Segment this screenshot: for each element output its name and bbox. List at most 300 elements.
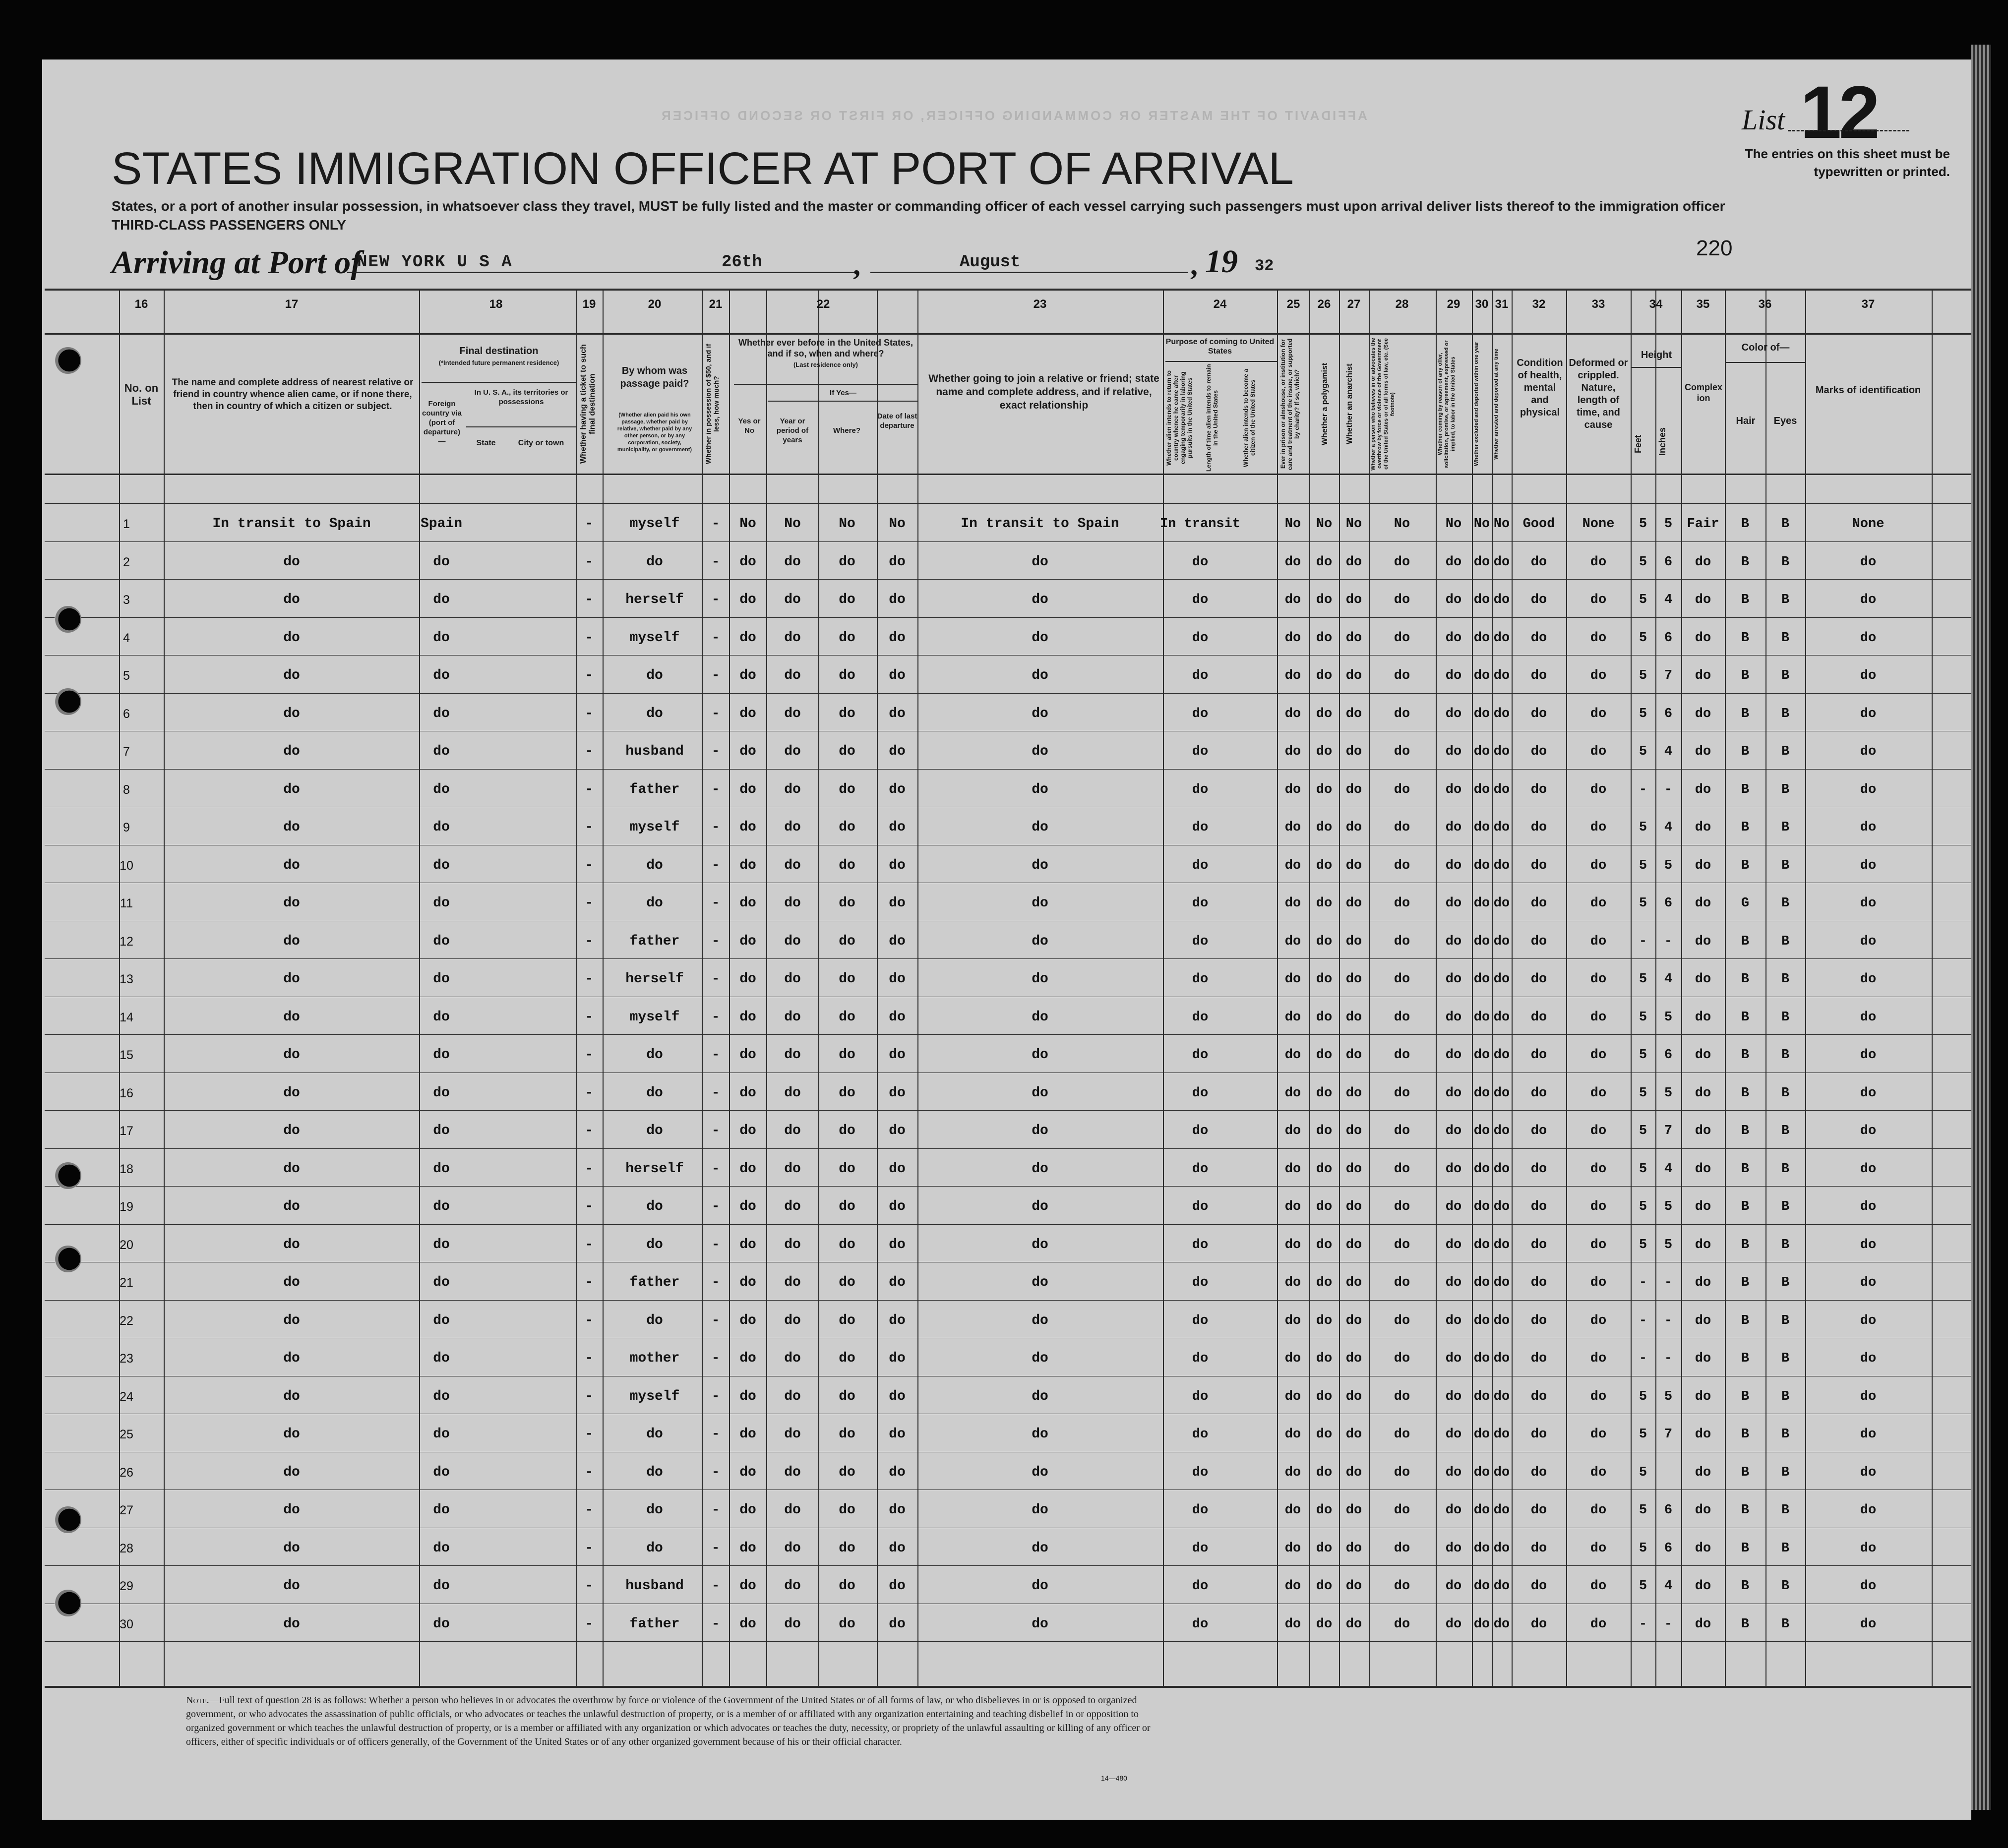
col26-header: Whether a polygamist: [1321, 362, 1329, 446]
table-cell: do: [739, 1389, 756, 1404]
table-cell: do: [1345, 631, 1362, 646]
table-cell: do: [1695, 1313, 1711, 1328]
binding-hole: [55, 688, 81, 715]
table-cell: do: [1590, 1162, 1607, 1177]
table-cell: do: [1316, 1086, 1333, 1101]
arrival-year-value: 32: [1255, 257, 1274, 275]
table-cell: 5: [1639, 896, 1647, 911]
table-cell: do: [1032, 1237, 1048, 1252]
table-cell: do: [1590, 1389, 1607, 1404]
table-cell: do: [283, 1389, 300, 1404]
table-cell: do: [784, 630, 801, 646]
col27-header: Whether an anarchist: [1345, 363, 1354, 445]
table-cell: B: [1741, 1275, 1750, 1290]
table-cell: do: [1493, 593, 1510, 607]
table-cell: do: [433, 1199, 450, 1214]
table-cell: do: [433, 1123, 450, 1138]
row-number: 20: [120, 1238, 133, 1252]
table-cell: do: [1590, 1503, 1607, 1518]
table-cell: do: [1316, 1465, 1333, 1480]
table-cell: do: [1860, 782, 1877, 797]
table-cell: do: [1473, 631, 1490, 646]
table-cell: do: [1316, 1238, 1333, 1252]
table-cell: do: [1530, 1465, 1547, 1480]
column-number: 30: [1475, 298, 1489, 311]
table-cell: -: [1639, 934, 1647, 949]
row-number: 22: [120, 1314, 133, 1328]
table-cell: do: [1695, 1465, 1711, 1480]
table-cell: do: [839, 1427, 855, 1442]
row-number: 16: [120, 1086, 133, 1100]
column-number: 31: [1495, 298, 1509, 311]
table-cell: do: [784, 782, 801, 797]
table-cell: do: [1860, 1427, 1877, 1442]
table-cell: do: [1473, 1541, 1490, 1556]
col34-inches-header: Inches: [1657, 427, 1667, 456]
table-cell: do: [646, 554, 663, 570]
table-cell: -: [711, 592, 720, 607]
table-cell: do: [433, 1578, 450, 1594]
table-cell: do: [739, 895, 756, 911]
table-cell: do: [1394, 858, 1410, 873]
table-cell: do: [1316, 1351, 1333, 1366]
table-cell: do: [1473, 1389, 1490, 1404]
table-cell: B: [1741, 1503, 1750, 1518]
table-cell: do: [1493, 707, 1510, 721]
table-cell: do: [1473, 1086, 1490, 1101]
table-cell: B: [1781, 1503, 1790, 1518]
table-cell: do: [739, 1123, 756, 1138]
row-number: 5: [123, 669, 130, 683]
footnote-lead: Note.: [186, 1695, 209, 1706]
column-number: 34: [1649, 298, 1663, 311]
table-cell: B: [1741, 555, 1750, 570]
table-cell: No: [1316, 517, 1333, 532]
table-cell: -: [585, 1541, 594, 1556]
table-cell: do: [1032, 1161, 1048, 1177]
table-cell: -: [585, 706, 594, 721]
table-cell: -: [585, 1199, 594, 1214]
table-cell: do: [1394, 744, 1410, 759]
table-cell: do: [1860, 1010, 1877, 1025]
table-cell: do: [1192, 555, 1209, 570]
table-cell: -: [1639, 1617, 1647, 1632]
table-cell: do: [1530, 896, 1547, 911]
table-cell: do: [1316, 1541, 1333, 1556]
table-cell: do: [1493, 1048, 1510, 1063]
table-cell: do: [283, 1616, 300, 1632]
table-cell: do: [1473, 858, 1490, 873]
table-cell: B: [1741, 1199, 1750, 1214]
table-cell: do: [1345, 1579, 1362, 1594]
table-cell: father: [629, 1616, 680, 1632]
table-cell: do: [1345, 1275, 1362, 1290]
column-rule: [1566, 289, 1567, 1686]
ruled-line: [45, 1110, 1971, 1111]
table-cell: do: [1316, 1313, 1333, 1328]
column-number: 17: [285, 298, 299, 311]
table-cell: -: [1664, 1313, 1673, 1328]
table-cell: do: [1860, 668, 1877, 683]
table-cell: No: [1345, 517, 1362, 532]
table-cell: do: [1860, 1503, 1877, 1518]
table-cell: do: [1473, 1617, 1490, 1632]
col36-hair-header: Hair: [1736, 416, 1756, 426]
table-cell: do: [1394, 707, 1410, 721]
table-cell: do: [1192, 1048, 1209, 1063]
col18-city-header: City or town: [518, 439, 564, 447]
table-cell: do: [1345, 707, 1362, 721]
table-cell: 7: [1664, 668, 1673, 683]
table-cell: do: [1530, 934, 1547, 949]
table-cell: do: [1695, 744, 1711, 759]
table-cell: do: [1032, 1199, 1048, 1214]
row-number: 9: [123, 821, 130, 835]
table-cell: do: [1394, 1351, 1410, 1366]
table-cell: do: [1192, 1579, 1209, 1594]
table-cell: do: [646, 1085, 663, 1101]
table-cell: do: [839, 592, 855, 607]
table-cell: do: [1316, 934, 1333, 949]
table-cell: None: [1582, 517, 1615, 532]
table-cell: do: [1032, 592, 1048, 607]
table-cell: do: [283, 1123, 300, 1138]
table-cell: B: [1781, 934, 1790, 949]
table-cell: do: [433, 858, 450, 873]
table-cell: do: [889, 1389, 906, 1404]
table-cell: do: [1316, 1427, 1333, 1442]
table-cell: do: [1316, 593, 1333, 607]
table-cell: do: [1032, 1502, 1048, 1518]
table-cell: do: [1316, 972, 1333, 987]
column-rule: [576, 289, 577, 1686]
col36-eyes-header: Eyes: [1773, 416, 1797, 426]
table-cell: do: [839, 1237, 855, 1252]
table-cell: do: [839, 782, 855, 797]
table-cell: do: [1032, 858, 1048, 873]
table-cell: do: [1316, 1275, 1333, 1290]
table-cell: do: [1284, 1313, 1301, 1328]
table-cell: do: [1345, 1086, 1362, 1101]
table-cell: 4: [1664, 972, 1673, 987]
row-number: 3: [123, 593, 130, 607]
table-cell: 5: [1639, 1048, 1647, 1063]
table-cell: do: [1345, 1238, 1362, 1252]
table-cell: do: [283, 592, 300, 607]
table-cell: -: [1664, 934, 1673, 949]
table-cell: No: [1284, 517, 1301, 532]
table-cell: do: [1445, 1313, 1462, 1328]
table-cell: 6: [1664, 1503, 1673, 1518]
table-cell: do: [889, 1541, 906, 1556]
table-cell: do: [1032, 554, 1048, 570]
table-cell: do: [889, 1427, 906, 1442]
table-cell: B: [1741, 1313, 1750, 1328]
table-cell: do: [1394, 1275, 1410, 1290]
table-cell: do: [1316, 896, 1333, 911]
table-cell: do: [646, 1427, 663, 1442]
table-cell: do: [1394, 1579, 1410, 1594]
row-number: 26: [120, 1466, 133, 1480]
table-cell: do: [784, 1199, 801, 1214]
table-cell: 6: [1664, 896, 1673, 911]
table-cell: do: [739, 1578, 756, 1594]
table-cell: do: [1345, 1351, 1362, 1366]
table-cell: do: [1530, 1579, 1547, 1594]
table-cell: do: [784, 895, 801, 911]
column-rule: [419, 289, 420, 1686]
table-cell: -: [585, 516, 594, 532]
table-cell: do: [1473, 593, 1490, 607]
table-cell: do: [1445, 1010, 1462, 1025]
table-cell: do: [839, 706, 855, 721]
column-number: 20: [648, 298, 662, 311]
table-cell: -: [585, 1502, 594, 1518]
table-cell: B: [1741, 1238, 1750, 1252]
year-prefix: 19: [1205, 243, 1238, 280]
table-cell: -: [711, 706, 720, 721]
table-cell: do: [739, 1502, 756, 1518]
table-cell: do: [784, 1541, 801, 1556]
table-cell: do: [283, 1161, 300, 1177]
table-cell: do: [1192, 1351, 1209, 1366]
table-cell: -: [585, 1085, 594, 1101]
table-cell: do: [839, 1275, 855, 1290]
table-cell: -: [711, 1541, 720, 1556]
table-cell: do: [1345, 744, 1362, 759]
table-cell: do: [283, 782, 300, 797]
table-cell: do: [1316, 1162, 1333, 1177]
table-cell: do: [1345, 972, 1362, 987]
table-cell: do: [1345, 820, 1362, 835]
table-cell: do: [1345, 934, 1362, 949]
table-cell: do: [1860, 820, 1877, 835]
table-cell: do: [889, 782, 906, 797]
table-cell: do: [889, 1313, 906, 1328]
table-cell: do: [1695, 896, 1711, 911]
table-cell: do: [433, 1047, 450, 1063]
table-cell: husband: [625, 744, 684, 759]
table-cell: 5: [1664, 517, 1673, 532]
table-cell: B: [1741, 1162, 1750, 1177]
table-cell: do: [433, 782, 450, 797]
table-cell: do: [1590, 1048, 1607, 1063]
row-number: 27: [120, 1503, 133, 1517]
table-cell: do: [1695, 555, 1711, 570]
table-cell: do: [839, 1578, 855, 1594]
column-rule: [1472, 289, 1473, 1686]
table-cell: 5: [1664, 1389, 1673, 1404]
table-cell: 5: [1639, 707, 1647, 721]
table-cell: 4: [1664, 744, 1673, 759]
table-cell: -: [711, 782, 720, 797]
table-cell: do: [839, 1085, 855, 1101]
table-cell: do: [784, 1351, 801, 1366]
row-number: 17: [120, 1124, 133, 1138]
table-cell: do: [1493, 1351, 1510, 1366]
table-cell: B: [1741, 782, 1750, 797]
table-cell: do: [1192, 820, 1209, 835]
footnote-text: —Full text of question 28 is as follows: Whether a person who believes in or advocates the overthrow by force or violence of the Government of the United States or of all forms of law, or who disbelieves in or is opposed to organized government, or who advocates the assassination of public officials, or who advocates or teaches the unlawful destruction of property, or is a member of or affiliated with any organization entertaining and teaching disbelief in or opposition to organized government or which teaches the unlawful destruction of property, or is a member or affiliated with any organization or which advocates or teaches the duty, necessity, or propriety of the unlawful assaulting or killing of any officer or officers, either of specific individuals or of officers generally, of the Government of the United States or of any other organized government because of his or their official character.: [186, 1695, 1151, 1747]
table-cell: B: [1741, 1579, 1750, 1594]
table-cell: do: [646, 1237, 663, 1252]
table-cell: herself: [625, 1161, 684, 1177]
col24-a-header: Whether alien intends to return to country whence he came after engaging temporarily in laboring pursuits in the United States: [1165, 370, 1193, 466]
table-cell: -: [585, 1351, 594, 1366]
table-cell: -: [711, 1389, 720, 1404]
typewritten-instructions: The entries on this sheet must be typewritten or printed.: [1745, 146, 1950, 179]
table-cell: -: [1664, 1275, 1673, 1290]
table-cell: do: [739, 971, 756, 987]
table-cell: do: [1032, 1578, 1048, 1594]
table-cell: do: [1445, 668, 1462, 683]
table-cell: do: [1473, 1238, 1490, 1252]
subheader-rule: [768, 401, 917, 402]
table-cell: 7: [1664, 1427, 1673, 1442]
table-cell: do: [1445, 972, 1462, 987]
table-cell: -: [711, 1047, 720, 1063]
table-cell: do: [1445, 1124, 1462, 1138]
col25-header: Ever in prison or almshouse, or institution for care and treatment of the insane, or supported by charity? If so, which?: [1279, 338, 1300, 470]
table-cell: do: [1192, 1617, 1209, 1632]
table-cell: do: [283, 1010, 300, 1025]
table-cell: do: [1345, 896, 1362, 911]
table-cell: do: [1493, 1238, 1510, 1252]
page-count-value: 220: [1696, 236, 1733, 260]
col28-header: Whether a person who believes in or advocates the overthrow by force or violence of the Government of the United States or of all forms of law, etc. (See footnote): [1370, 338, 1396, 471]
table-cell: do: [839, 554, 855, 570]
table-cell: B: [1781, 1124, 1790, 1138]
table-cell: do: [1394, 1313, 1410, 1328]
table-cell: do: [1695, 593, 1711, 607]
table-cell: do: [1192, 1275, 1209, 1290]
ruled-line: [45, 1300, 1971, 1301]
column-rule: [1681, 289, 1682, 1686]
table-cell: B: [1741, 972, 1750, 987]
table-cell: do: [283, 1085, 300, 1101]
table-cell: do: [1493, 782, 1510, 797]
table-cell: father: [629, 934, 680, 949]
table-cell: -: [585, 1237, 594, 1252]
table-cell: do: [1473, 896, 1490, 911]
table-cell: 5: [1639, 631, 1647, 646]
table-cell: -: [711, 1123, 720, 1138]
col22-yesno-header: Yes or No: [738, 417, 761, 435]
table-cell: do: [1345, 1124, 1362, 1138]
table-cell: do: [283, 858, 300, 873]
table-cell: do: [1345, 593, 1362, 607]
table-cell: No: [1445, 517, 1462, 532]
table-cell: B: [1741, 1086, 1750, 1101]
table-cell: do: [1590, 707, 1607, 721]
table-cell: do: [1192, 593, 1209, 607]
row-number: 10: [120, 859, 133, 873]
table-cell: do: [1284, 782, 1301, 797]
table-cell: do: [739, 630, 756, 646]
table-cell: do: [1860, 1086, 1877, 1101]
table-cell: -: [1639, 1351, 1647, 1366]
table-cell: do: [1530, 1503, 1547, 1518]
table-cell: do: [839, 1389, 855, 1404]
col19-header: Whether having a ticket to such final destination: [579, 344, 597, 464]
table-cell: do: [433, 668, 450, 683]
col32-header: Condition of health, mental and physical: [1517, 358, 1563, 418]
table-cell: do: [433, 630, 450, 646]
table-cell: do: [1590, 934, 1607, 949]
table-cell: do: [1590, 1465, 1607, 1480]
table-cell: do: [1394, 1617, 1410, 1632]
table-cell: do: [1192, 972, 1209, 987]
table-cell: -: [711, 1502, 720, 1518]
table-cell: do: [1192, 782, 1209, 797]
table-cell: B: [1781, 744, 1790, 759]
table-cell: -: [585, 1275, 594, 1290]
table-cell: No: [1473, 517, 1490, 532]
table-cell: do: [889, 1616, 906, 1632]
table-top-rule: [45, 289, 1971, 291]
row-number: 28: [120, 1542, 133, 1555]
table-cell: do: [646, 895, 663, 911]
table-cell: do: [1695, 972, 1711, 987]
table-cell: do: [1192, 707, 1209, 721]
table-cell: do: [889, 1123, 906, 1138]
table-cell: do: [1192, 1541, 1209, 1556]
table-cell: do: [1530, 1238, 1547, 1252]
table-cell: do: [1493, 1389, 1510, 1404]
table-cell: do: [1590, 782, 1607, 797]
table-cell: do: [1695, 1238, 1711, 1252]
table-cell: B: [1741, 820, 1750, 835]
table-cell: No: [1493, 517, 1510, 532]
row-number: 6: [123, 707, 130, 721]
table-cell: B: [1781, 1617, 1790, 1632]
column-number: 35: [1696, 298, 1710, 311]
table-cell: do: [1032, 1389, 1048, 1404]
column-number: 25: [1286, 298, 1300, 311]
ruled-line: [45, 693, 1971, 694]
table-cell: do: [1394, 1465, 1410, 1480]
table-cell: do: [1345, 1617, 1362, 1632]
table-cell: do: [1316, 1010, 1333, 1025]
table-cell: do: [1445, 820, 1462, 835]
table-cell: do: [1493, 820, 1510, 835]
table-cell: 5: [1639, 1086, 1647, 1101]
table-cell: do: [283, 1578, 300, 1594]
subheader-rule: [1726, 362, 1805, 363]
table-cell: do: [1032, 1465, 1048, 1480]
table-cell: do: [839, 1047, 855, 1063]
table-cell: do: [1530, 858, 1547, 873]
table-cell: 5: [1639, 668, 1647, 683]
column-rule: [603, 289, 604, 1686]
row-number: 14: [120, 1011, 133, 1024]
comma: ,: [853, 248, 860, 281]
table-cell: do: [1860, 631, 1877, 646]
table-cell: 5: [1639, 820, 1647, 835]
table-cell: do: [646, 1502, 663, 1518]
table-cell: do: [1192, 1086, 1209, 1101]
table-cell: do: [839, 744, 855, 759]
table-cell: do: [1445, 1617, 1462, 1632]
table-cell: do: [739, 1313, 756, 1328]
day-fill-rule: [687, 272, 851, 273]
table-cell: B: [1741, 744, 1750, 759]
table-cell: do: [433, 1502, 450, 1518]
col20-header: By whom was passage paid?: [620, 365, 689, 389]
column-number: 16: [134, 298, 148, 311]
table-cell: do: [1445, 934, 1462, 949]
row-number: 25: [120, 1428, 133, 1441]
